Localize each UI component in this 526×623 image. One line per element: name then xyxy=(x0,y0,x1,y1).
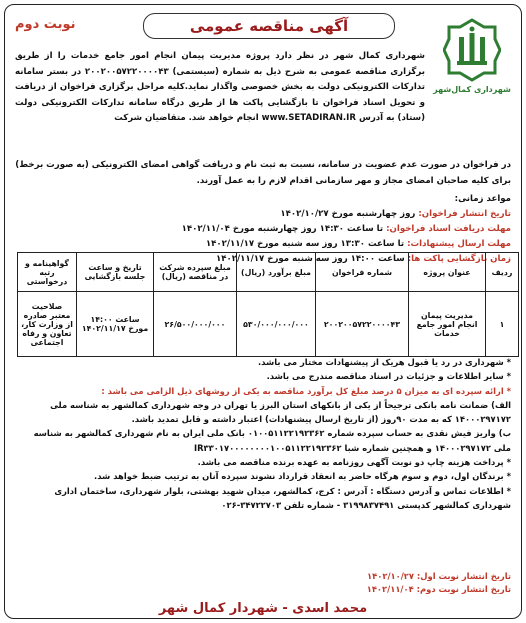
first-publication-date: تاریخ انتشار نوبت اول: ۱۴۰۲/۱۰/۲۷ xyxy=(367,571,511,581)
open-label: زمان بازگشایی پاکت ها: xyxy=(407,254,511,264)
note-item: * برندگان اول، دوم و سوم هرگاه حاضر به انعقاد قرارداد نشوند سپرده آنان به ترتیب ضبط خواهد شد. xyxy=(94,471,511,482)
cell-estimate: ۵۳۰/۰۰۰/۰۰۰/۰۰۰ xyxy=(237,292,316,357)
schedule-heading: مواعد زمانی: xyxy=(454,194,511,204)
publish-value: روز چهارشنبه مورخ ۱۴۰۲/۱۰/۲۷ xyxy=(280,209,416,219)
table-row xyxy=(18,292,519,357)
note-item: * اطلاعات تماس و آدرس دستگاه : آدرس : کرج، کمالشهر، میدان شهید بهشتی، بلوار شهرداری، ساختمان اداری شهرداری کمالشهر کدپستی ۳۱۹۹۸۳۷۴۹۱ - شماره تلفن ۳۴۷۲۲۷۰۳-۰۲۶ xyxy=(54,485,511,510)
col-estimate: مبلغ برآورد (ریال) xyxy=(237,253,316,292)
col-certificate: گواهینامه و رتبه درخواستی xyxy=(18,253,77,292)
ad-title: آگهی مناقصه عمومی xyxy=(143,13,395,39)
schedule-publish xyxy=(15,207,511,222)
round-badge: نوبت دوم xyxy=(15,17,76,32)
col-project-title: عنوان پروژه xyxy=(409,253,486,292)
publication-dates xyxy=(367,570,511,596)
intro-paragraph-continued: در فراخوان در صورت عدم عضویت در سامانه، نسبت به ثبت نام و دریافت گواهی امضای الکترونیکی (به صورت برخط) برای کلیه صاحبان امضای مجاز و مهر سازمانی اقدام لازم را به عمل آورند. xyxy=(15,160,511,186)
note-item: * پرداخت هزینه چاپ دو نوبت آگهی روزنامه به عهده برنده مناقصه می باشد. xyxy=(197,457,511,468)
note-item: * شهرداری در رد یا قبول هریک از پیشنهادات مختار می باشد. xyxy=(257,357,511,367)
municipality-logo xyxy=(433,17,511,101)
table-header-row xyxy=(18,253,519,292)
note-item: * ارائه سپرده ای به میزان ۵ درصد مبلغ کل برآورد مناقصه به یکی از روشهای ذیل الزامی می باشد : xyxy=(101,385,511,396)
note-item: ب) واریز فیش نقدی به حساب سپرده شماره ۰۱۰۰۵۱۱۲۲۱۹۲۳۶۲ بانک ملی ایران به نام شهرداری کمالشهر به شناسه ملی ۱۴۰۰۰۲۹۷۱۷۲ و همچنین شماره شبا IR۳۳۰۱۷۰۰۰۰۰۰۰۰۱۰۰۵۱۱۲۲۱۹۲۳۶۲ xyxy=(33,428,511,453)
col-tender-number: شماره فراخوان xyxy=(316,253,409,292)
publish-label: تاریخ انتشار فراخوان: xyxy=(418,209,511,219)
intro-paragraph: شهرداری کمال شهر در نظر دارد پروژه مدیریت پیمان انجام امور جامع خدمات را از طریق برگزاری مناقصه عمومی به شرح ذیل به شماره (سیستمی) ۲۰۰۲۰۰۵۷۲۲۰۰۰۰۴۳ در بستر سامانه تدارکات الکترونیکی دولت به بخش خصوصی واگذار نماید.کلیه مراحل برگزاری فراخوان از دریافت و تحویل اسناد فراخوان تا بازگشایی پاکت ها از طریق درگاه سامانه تدارکات الکترونیکی دولت (ستاد) به آدرس www.SETADIRAN.IR انجام خواهد شد. متقاضیان شرکت xyxy=(15,51,425,123)
col-row-number: ردیف xyxy=(486,253,519,292)
submit-value: تا ساعت ۱۳:۳۰ روز سه شنبه مورخ ۱۴۰۲/۱۱/۱۷ xyxy=(205,239,405,249)
cell-tender-number: ۲۰۰۲۰۰۵۷۲۲۰۰۰۰۴۳ xyxy=(316,292,409,357)
cell-project-title: مدیریت پیمان انجام امور جامع خدمات xyxy=(409,292,486,357)
cell-row-number: ۱ xyxy=(486,292,519,357)
schedule-receive xyxy=(15,222,511,237)
note-item: * سایر اطلاعات و جزئیات در اسناد مناقصه مندرج می باشد. xyxy=(266,371,511,382)
municipality-emblem-icon xyxy=(443,17,501,83)
notes-section xyxy=(15,355,511,512)
col-opening-session: تاریخ و ساعت جلسه بازگشایی xyxy=(77,253,154,292)
open-value: ساعت ۱۴:۰۰ روز سه شنبه مورخ ۱۴۰۲/۱۱/۱۷ xyxy=(216,254,405,264)
schedule-submit xyxy=(15,237,511,252)
second-publication-date: تاریخ انتشار نوبت دوم: ۱۴۰۲/۱۱/۰۴ xyxy=(366,584,511,594)
cell-deposit: ۲۶/۵۰۰/۰۰۰/۰۰۰ xyxy=(154,292,237,357)
ad-frame xyxy=(4,4,522,619)
col-deposit: مبلغ سپرده شرکت در مناقصه (ریال) xyxy=(154,253,237,292)
receive-value: تا ساعت ۱۴:۳۰ روز چهارشنبه مورخ ۱۴۰۲/۱۱/۰۴ xyxy=(181,224,384,234)
submit-label: مهلت ارسال پیشنهادات: xyxy=(407,239,511,249)
tender-table xyxy=(17,252,519,357)
note-item: الف) ضمانت نامه بانکی ترجیحاً از یکی از بانکهای استان البرز یا تهران در وجه شهرداری کمالشهر به شناسه ملی ۱۴۰۰۰۲۹۷۱۷۲ که به مدت ۹۰روز (از تاریخ ارسال پیشنهادات) اعتبار داشته و قابل تمدید باشد. xyxy=(50,399,511,425)
logo-caption: شهرداری کمال‌شهر xyxy=(433,85,511,94)
receive-label: مهلت دریافت اسناد فراخوان: xyxy=(386,224,511,234)
cell-opening-session: ساعت ۱۴:۰۰ مورخ ۱۴۰۲/۱۱/۱۷ xyxy=(77,292,154,357)
signature-line: محمد اسدی - شهردار کمال شهر xyxy=(158,601,368,616)
cell-certificate: صلاحیت معتبر صادره از وزارت کار، تعاون و رفاه اجتماعی xyxy=(18,292,77,357)
